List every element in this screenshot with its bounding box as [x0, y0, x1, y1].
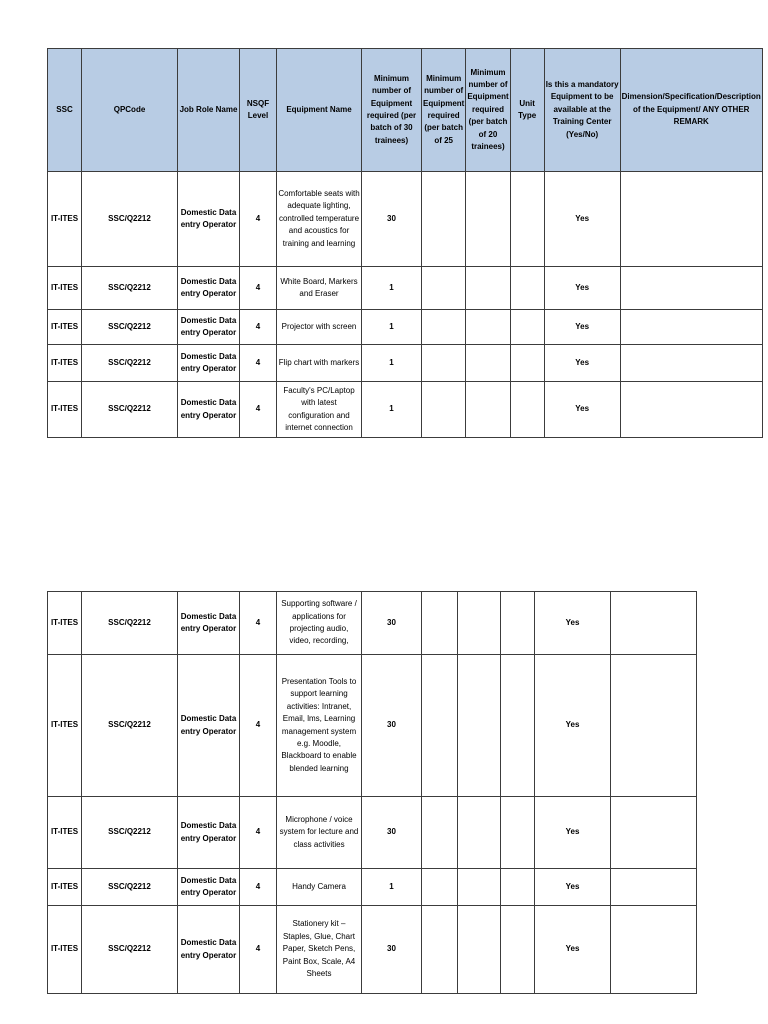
cell-min-25: [422, 172, 466, 267]
cell-min-20: [466, 267, 510, 310]
cell-remark: [620, 267, 762, 310]
cell-min-25: [422, 267, 466, 310]
cell-unit-type: [510, 267, 544, 310]
cell-min-20: [458, 869, 501, 906]
cell-mandatory: Yes: [544, 382, 620, 438]
cell-ssc: IT-ITES: [48, 345, 82, 382]
cell-qpcode: SSC/Q2212: [82, 382, 178, 438]
table-row: [48, 267, 763, 310]
header-unit-type: Unit Type: [510, 49, 544, 172]
cell-equipment: Comfortable seats with adequate lighting, controlled temperature and acoustics for training and learning: [277, 172, 362, 267]
cell-min-20: [458, 797, 501, 869]
cell-level: 4: [240, 267, 277, 310]
cell-equipment: Flip chart with markers: [277, 345, 362, 382]
cell-min-25: [422, 655, 458, 797]
cell-level: 4: [240, 592, 277, 655]
cell-remark: [620, 382, 762, 438]
cell-qpcode: SSC/Q2212: [82, 797, 178, 869]
cell-job-role: Domestic Data entry Operator: [178, 869, 240, 906]
cell-min-20: [466, 382, 510, 438]
cell-qpcode: SSC/Q2212: [82, 906, 178, 994]
cell-min-25: [422, 906, 458, 994]
cell-mandatory: Yes: [544, 310, 620, 345]
cell-equipment: Supporting software / applications for projecting audio, video, recording,: [277, 592, 362, 655]
cell-min-20: [458, 655, 501, 797]
cell-unit-type: [501, 655, 535, 797]
cell-job-role: Domestic Data entry Operator: [178, 345, 240, 382]
cell-remark: [620, 172, 762, 267]
cell-min-30: 1: [362, 310, 422, 345]
cell-ssc: IT-ITES: [48, 655, 82, 797]
cell-unit-type: [501, 906, 535, 994]
cell-qpcode: SSC/Q2212: [82, 172, 178, 267]
cell-mandatory: Yes: [535, 655, 611, 797]
cell-level: 4: [240, 655, 277, 797]
cell-ssc: IT-ITES: [48, 869, 82, 906]
cell-remark: [611, 655, 697, 797]
cell-qpcode: SSC/Q2212: [82, 655, 178, 797]
cell-min-30: 30: [362, 797, 422, 869]
header-mandatory: Is this a mandatory Equipment to be available at the Training Center (Yes/No): [544, 49, 620, 172]
cell-min-25: [422, 592, 458, 655]
header-equipment-name: Equipment Name: [277, 49, 362, 172]
table-row: [48, 382, 763, 438]
cell-equipment: Microphone / voice system for lecture and class activities: [277, 797, 362, 869]
cell-qpcode: SSC/Q2212: [82, 592, 178, 655]
header-row: [48, 49, 763, 172]
cell-unit-type: [510, 345, 544, 382]
header-min-20: Minimum number of Equipment required (per batch of 20 trainees): [466, 49, 510, 172]
cell-mandatory: Yes: [544, 172, 620, 267]
cell-ssc: IT-ITES: [48, 267, 82, 310]
cell-equipment: Stationery kit – Staples, Glue, Chart Paper, Sketch Pens, Paint Box, Scale, A4 Sheets: [277, 906, 362, 994]
cell-job-role: Domestic Data entry Operator: [178, 382, 240, 438]
cell-min-30: 30: [362, 592, 422, 655]
header-job-role: Job Role Name: [178, 49, 240, 172]
cell-min-30: 1: [362, 267, 422, 310]
cell-min-20: [466, 310, 510, 345]
cell-remark: [611, 592, 697, 655]
cell-equipment: Handy Camera: [277, 869, 362, 906]
cell-mandatory: Yes: [544, 267, 620, 310]
cell-level: 4: [240, 310, 277, 345]
cell-min-25: [422, 345, 466, 382]
cell-min-30: 30: [362, 906, 422, 994]
cell-unit-type: [510, 310, 544, 345]
cell-mandatory: Yes: [535, 797, 611, 869]
cell-qpcode: SSC/Q2212: [82, 267, 178, 310]
cell-level: 4: [240, 906, 277, 994]
table-row: [48, 869, 697, 906]
cell-level: 4: [240, 345, 277, 382]
header-min-30: Minimum number of Equipment required (per batch of 30 trainees): [362, 49, 422, 172]
cell-mandatory: Yes: [535, 592, 611, 655]
table-row: [48, 345, 763, 382]
cell-remark: [620, 345, 762, 382]
cell-ssc: IT-ITES: [48, 906, 82, 994]
cell-unit-type: [510, 172, 544, 267]
cell-mandatory: Yes: [535, 869, 611, 906]
cell-min-25: [422, 310, 466, 345]
cell-min-30: 30: [362, 172, 422, 267]
cell-job-role: Domestic Data entry Operator: [178, 797, 240, 869]
cell-remark: [611, 906, 697, 994]
cell-ssc: IT-ITES: [48, 592, 82, 655]
cell-ssc: IT-ITES: [48, 382, 82, 438]
cell-min-25: [422, 797, 458, 869]
cell-job-role: Domestic Data entry Operator: [178, 267, 240, 310]
cell-qpcode: SSC/Q2212: [82, 345, 178, 382]
cell-qpcode: SSC/Q2212: [82, 869, 178, 906]
table-row: [48, 172, 763, 267]
header-min-25: Minimum number of Equipment required (per batch of 25: [422, 49, 466, 172]
cell-min-20: [458, 906, 501, 994]
cell-unit-type: [501, 869, 535, 906]
cell-remark: [611, 869, 697, 906]
cell-equipment: White Board, Markers and Eraser: [277, 267, 362, 310]
header-remark: Dimension/Specification/Description of the Equipment/ ANY OTHER REMARK: [620, 49, 762, 172]
cell-min-20: [458, 592, 501, 655]
equipment-table-top: [47, 48, 763, 438]
cell-remark: [620, 310, 762, 345]
table-row: [48, 797, 697, 869]
table-row: [48, 906, 697, 994]
cell-job-role: Domestic Data entry Operator: [178, 592, 240, 655]
cell-remark: [611, 797, 697, 869]
cell-level: 4: [240, 797, 277, 869]
cell-job-role: Domestic Data entry Operator: [178, 655, 240, 797]
cell-ssc: IT-ITES: [48, 310, 82, 345]
cell-unit-type: [501, 797, 535, 869]
cell-unit-type: [510, 382, 544, 438]
table-row: [48, 310, 763, 345]
table-row: [48, 655, 697, 797]
cell-min-25: [422, 869, 458, 906]
cell-min-30: 1: [362, 345, 422, 382]
cell-job-role: Domestic Data entry Operator: [178, 310, 240, 345]
cell-qpcode: SSC/Q2212: [82, 310, 178, 345]
cell-min-25: [422, 382, 466, 438]
cell-level: 4: [240, 869, 277, 906]
cell-unit-type: [501, 592, 535, 655]
cell-level: 4: [240, 172, 277, 267]
cell-level: 4: [240, 382, 277, 438]
cell-min-30: 1: [362, 382, 422, 438]
cell-min-30: 30: [362, 655, 422, 797]
cell-mandatory: Yes: [535, 906, 611, 994]
cell-equipment: Presentation Tools to support learning activities: Intranet, Email, lms, Learning management system e.g. Moodle, Blackboard to enable blended learning: [277, 655, 362, 797]
cell-equipment: Faculty's PC/Laptop with latest configuration and internet connection: [277, 382, 362, 438]
cell-equipment: Projector with screen: [277, 310, 362, 345]
header-qpcode: QPCode: [82, 49, 178, 172]
cell-ssc: IT-ITES: [48, 172, 82, 267]
cell-job-role: Domestic Data entry Operator: [178, 172, 240, 267]
header-ssc: SSC: [48, 49, 82, 172]
cell-min-20: [466, 172, 510, 267]
header-nsqf-level: NSQF Level: [240, 49, 277, 172]
cell-min-30: 1: [362, 869, 422, 906]
cell-min-20: [466, 345, 510, 382]
cell-mandatory: Yes: [544, 345, 620, 382]
table-row: [48, 592, 697, 655]
equipment-table-bottom: [47, 591, 697, 994]
cell-ssc: IT-ITES: [48, 797, 82, 869]
cell-job-role: Domestic Data entry Operator: [178, 906, 240, 994]
